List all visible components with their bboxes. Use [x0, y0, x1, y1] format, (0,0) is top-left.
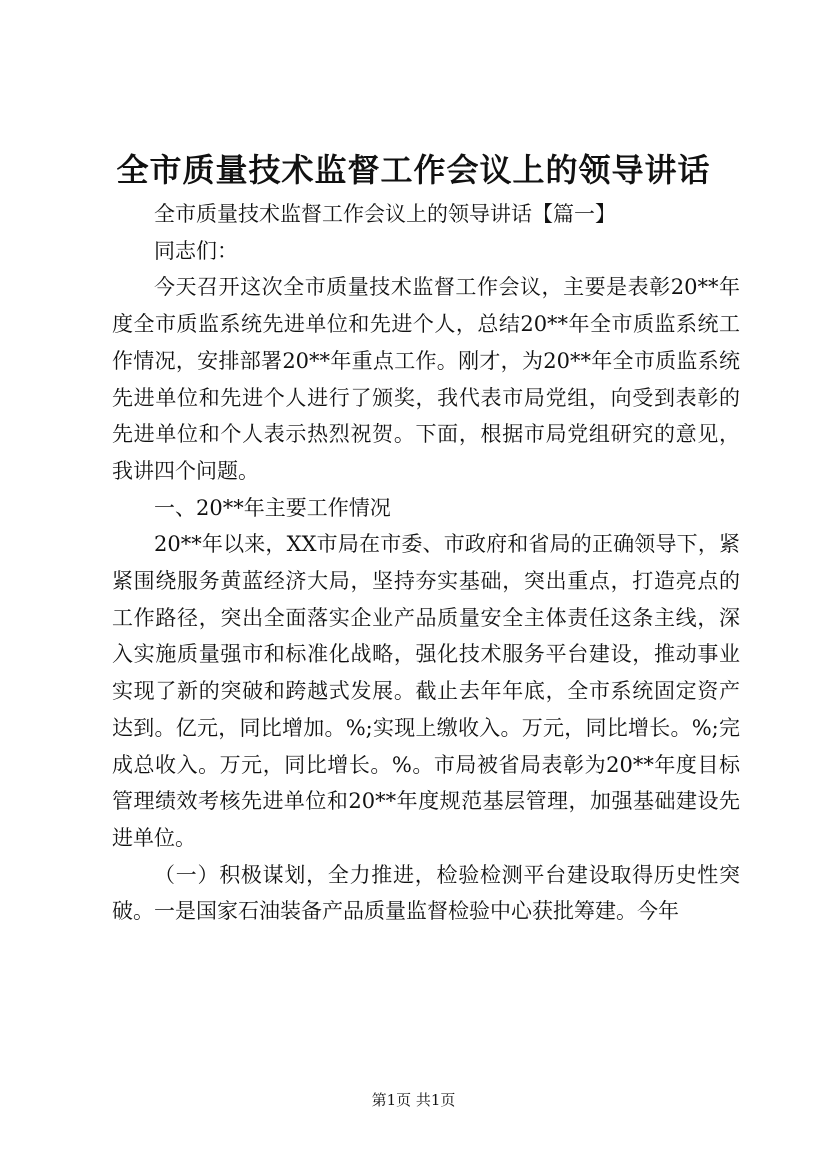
paragraph: 今天召开这次全市质量技术监督工作会议，主要是表彰20**年度全市质监系统先进单位和先进个人，总结20**年全市质监系统工作情况，安排部署20**年重点工作。刚才，为20**年全市质监系统先进单位和先进个人进行了颁奖，我代表市局党组，向受到表彰的先进单位和个人表示热烈祝贺。下面，根据市局党组研究的意见，我讲四个问题。: [112, 275, 740, 483]
document-body: [112, 196, 740, 930]
subsection-heading: 一、20**年主要工作情况: [154, 495, 391, 520]
salutation: 同志们：: [154, 238, 238, 263]
section-heading: 全市质量技术监督工作会议上的领导讲话【篇一】: [154, 202, 616, 226]
paragraph: （一）积极谋划，全力推进，检验检测平台建设取得历史性突破。一是国家石油装备产品质量监督检验中心获批筹建。今年: [112, 862, 740, 924]
document-title: 全市质量技术监督工作会议上的领导讲话: [116, 151, 711, 189]
page-footer: 第1页 共1页: [371, 1091, 456, 1109]
paragraph: 20**年以来，XX市局在市委、市政府和省局的正确领导下，紧紧围绕服务黄蓝经济大局，坚持夯实基础，突出重点，打造亮点的工作路径，突出全面落实企业产品质量安全主体责任这条主线，深入实施质量强市和标准化战略，强化技术服务平台建设，推动事业实现了新的突破和跨越式发展。截止去年年底，全市系统固定资产达到。亿元，同比增加。%;实现上缴收入。万元，同比增长。%;完成总收入。万元，同比增长。%。市局被省局表彰为20**年度目标管理绩效考核先进单位和20**年度规范基层管理，加强基础建设先进单位。: [112, 532, 740, 850]
